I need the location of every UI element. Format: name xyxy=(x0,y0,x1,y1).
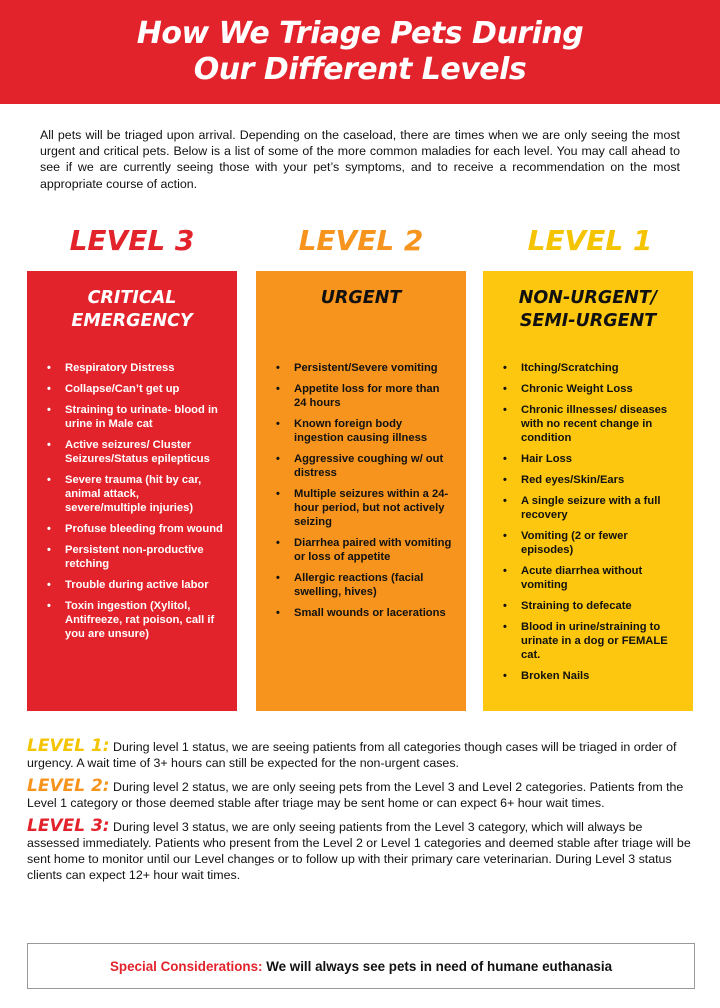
list-item: • Profuse bleeding from wound xyxy=(41,522,223,536)
list-item: • Hair Loss xyxy=(497,452,679,466)
level-2-heading: LEVEL 2 xyxy=(298,224,424,257)
list-item: • Multiple seizures within a 24-hour period, but not actively seizing xyxy=(270,487,452,529)
level-1-list xyxy=(497,361,679,683)
list-item: • Active seizures/ Cluster Seizures/Status epilepticus xyxy=(41,438,223,466)
level-3-heading: LEVEL 3 xyxy=(69,224,195,257)
list-item: • Respiratory Distress xyxy=(41,361,223,375)
level-2-list xyxy=(270,361,452,620)
list-item: • A single seizure with a full recovery xyxy=(497,494,679,522)
page-header xyxy=(0,0,720,104)
list-item: • Persistent/Severe vomiting xyxy=(270,361,452,375)
list-item: • Itching/Scratching xyxy=(497,361,679,375)
level-3-title-line-2: EMERGENCY xyxy=(71,311,193,331)
list-item: • Allergic reactions (facial swelling, hives) xyxy=(270,571,452,599)
level-1-heading: LEVEL 1 xyxy=(527,224,653,257)
page-title-line-1: How We Triage Pets During xyxy=(136,16,584,51)
list-item: • Blood in urine/straining to urinate in a dog or FEMALE cat. xyxy=(497,620,679,662)
list-item: • Collapse/Can’t get up xyxy=(41,382,223,396)
level-2-description xyxy=(27,778,695,811)
level-3-label: LEVEL 3: xyxy=(27,816,110,836)
list-item: • Aggressive coughing w/ out distress xyxy=(270,452,452,480)
list-item: • Straining to urinate- blood in urine in Male cat xyxy=(41,403,223,431)
level-3-title-line-1: CRITICAL xyxy=(87,288,177,308)
list-item: • Small wounds or lacerations xyxy=(270,606,452,620)
level-2-column xyxy=(256,271,466,711)
special-considerations-label: Special Considerations: xyxy=(109,959,263,974)
list-item: • Broken Nails xyxy=(497,669,679,683)
list-item: • Acute diarrhea without vomiting xyxy=(497,564,679,592)
list-item: • Trouble during active labor xyxy=(41,578,223,592)
level-3-column xyxy=(27,271,237,711)
page-title-line-2: Our Different Levels xyxy=(193,52,527,87)
list-item: • Straining to defecate xyxy=(497,599,679,613)
level-1-title xyxy=(497,287,679,351)
level-3-title xyxy=(41,287,223,351)
level-3-text: During level 3 status, we are only seeing patients from the Level 3 category, which will always be assessed immediately. Patients who present from the Level 2 or Level 1 categories and deemed stable after triage will be sent home to monitor until our Level changes or to follow up with their primary care veterinarian. During Level 3 status clients can expect 12+ hour wait times. xyxy=(27,820,691,882)
list-item: • Chronic Weight Loss xyxy=(497,382,679,396)
level-1-title-line-1: NON-URGENT/ xyxy=(518,288,658,308)
list-item: • Red eyes/Skin/Ears xyxy=(497,473,679,487)
level-1-title-line-2: SEMI-URGENT xyxy=(519,311,657,331)
list-item: • Persistent non-productive retching xyxy=(41,543,223,571)
list-item: • Known foreign body ingestion causing illness xyxy=(270,417,452,445)
level-1-label: LEVEL 1: xyxy=(27,736,110,756)
list-item: • Chronic illnesses/ diseases with no recent change in condition xyxy=(497,403,679,445)
list-item: • Toxin ingestion (Xylitol, Antifreeze, rat poison, call if you are unsure) xyxy=(41,599,223,641)
list-item: • Severe trauma (hit by car, animal attack, severe/multiple injuries) xyxy=(41,473,223,515)
level-2-title-line-1: URGENT xyxy=(320,288,402,308)
list-item: • Appetite loss for more than 24 hours xyxy=(270,382,452,410)
level-descriptions xyxy=(27,738,695,890)
special-considerations-box xyxy=(27,943,695,989)
level-2-title xyxy=(270,287,452,351)
level-1-text: During level 1 status, we are seeing patients from all categories though cases will be triaged in order of urgency. A wait time of 3+ hours can still be expected for the non-urgent cases. xyxy=(27,740,677,770)
level-3-description xyxy=(27,818,695,883)
level-2-label: LEVEL 2: xyxy=(27,776,110,796)
intro-paragraph: All pets will be triaged upon arrival. Depending on the caseload, there are times when we are only seeing the most urgent and critical pets. Below is a list of some of the more common maladies for each level. You may call ahead to see if we are currently seeing those with your pet’s symptoms, and to receive a recommendation on the most appropriate course of action. xyxy=(40,128,680,191)
list-item: • Diarrhea paired with vomiting or loss of appetite xyxy=(270,536,452,564)
level-2-text: During level 2 status, we are only seeing pets from the Level 3 and Level 2 categories. Patients from the Level 1 category or those deemed stable after triage may be sent home or can expect 6+ hour wait times. xyxy=(27,780,684,810)
level-1-column xyxy=(483,271,693,711)
level-3-list xyxy=(41,361,223,641)
special-considerations-text: We will always see pets in need of humane euthanasia xyxy=(262,959,613,974)
level-1-description xyxy=(27,738,695,771)
list-item: • Vomiting (2 or fewer episodes) xyxy=(497,529,679,557)
